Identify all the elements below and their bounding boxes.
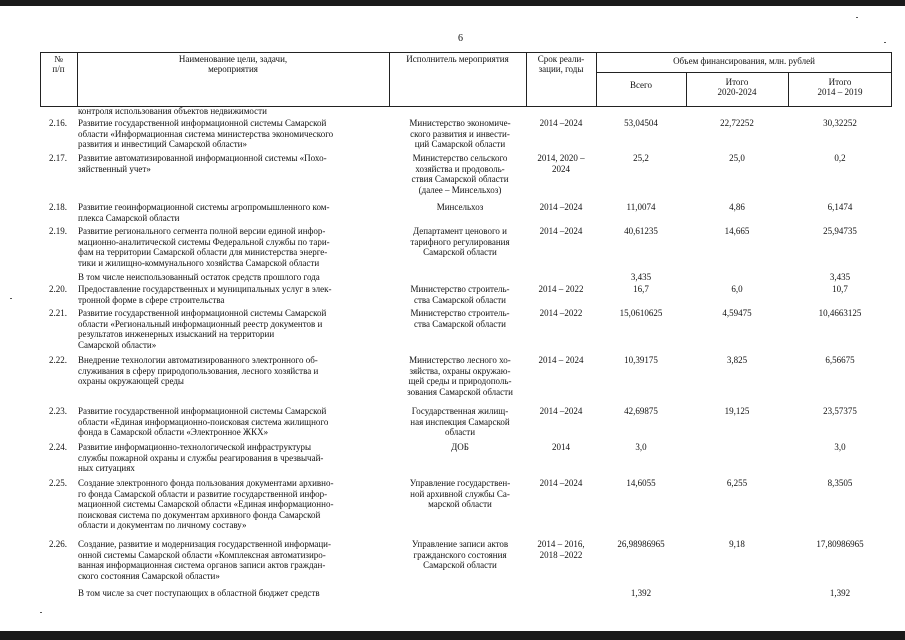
row-number: 2.25. <box>49 478 67 488</box>
row-text: Создание электронного фонда пользования документами архивно- го фонда Самарской области и развитие государственной инфор- мационной системы Самарской области «Единая информационно- поисковая система по документам архивного фонда Самарской области и документам по личному составу» <box>78 478 334 530</box>
header-2014-2019: Итого 2014 – 2019 <box>817 77 863 97</box>
row-period: 2014 –2024 <box>539 202 583 212</box>
row-2014-2019: 1,392 <box>829 588 851 598</box>
row-number: 2.18. <box>49 202 67 212</box>
row-2020-2024: 14,665 <box>724 226 750 236</box>
header-name: Наименование цели, задачи, мероприятия <box>178 54 288 74</box>
row-total: 11,0074 <box>626 202 656 212</box>
row-text: Развитие геоинформационной системы агропромышленного ком- плекса Самарской области <box>78 202 330 223</box>
header-num: № п/п <box>52 54 65 74</box>
row-2020-2024: 4,59475 <box>722 308 752 318</box>
row-executor: Государственная жилищ- ная инспекция Самарской области <box>410 406 510 437</box>
scan-top-border <box>0 0 905 6</box>
row-number: 2.16. <box>49 118 67 128</box>
row-executor: Департамент ценового и тарифного регулирования Самарской области <box>410 226 510 257</box>
row-2014-2019: 17,80986965 <box>816 539 864 549</box>
row-2014-2019: 6,56675 <box>825 355 855 365</box>
row-period: 2014 – 2016, 2018 –2022 <box>537 539 585 560</box>
page-number: 6 <box>458 33 463 44</box>
row-executor: Минсельхоз <box>436 202 484 212</box>
row-text: В том числе неиспользованный остаток средств прошлого года <box>78 272 320 282</box>
header-funding: Объем финансирования, млн. рублей <box>673 56 815 66</box>
row-text: Развитие государственной информационной системы Самарской области «Единая информационно-поисковая система жилищного фонда в Самарской области «Электронное ЖКХ» <box>78 406 329 437</box>
row-total: 15,0610625 <box>619 308 663 318</box>
row-text: Создание, развитие и модернизация государственной информаци- онной системы Самарской области «Комплексная автоматизиро- ванная информационная система органов записи актов граждан- ского состояния Самарской области» <box>78 539 331 581</box>
row-total: 53,04504 <box>624 118 658 128</box>
row-2014-2019: 10,4663125 <box>818 308 862 318</box>
row-number: 2.17. <box>49 153 67 163</box>
row-executor: ДОБ <box>451 442 469 452</box>
row-number: 2.19. <box>49 226 67 236</box>
row-total: 3,435 <box>630 272 652 282</box>
row-2014-2019: 30,32252 <box>823 118 857 128</box>
row-executor: Министерство сельского хозяйства и продоволь- ствия Самарской области (далее – Минсельхоз) <box>411 153 509 195</box>
row-2014-2019: 10,7 <box>832 284 848 294</box>
row-period: 2014 – 2022 <box>538 284 584 294</box>
row-2014-2019: 0,2 <box>834 153 846 163</box>
row-2020-2024: 25,0 <box>729 153 745 163</box>
row-2014-2019: 3,435 <box>829 272 851 282</box>
row-total: 25,2 <box>633 153 649 163</box>
row-period: 2014 –2022 <box>539 308 583 318</box>
row-period: 2014 –2024 <box>539 478 583 488</box>
row-total: 40,61235 <box>624 226 658 236</box>
row-total: 1,392 <box>630 588 652 598</box>
row-text: Развитие государственной информационной системы Самарской области «Информационная система министерства экономического развития и инвестиций Самарской области» <box>78 118 334 149</box>
row-2020-2024: 6,0 <box>731 284 743 294</box>
row-executor: Управление государствен- ной архивной службы Са- марской области <box>409 478 511 509</box>
row-2020-2024: 3,825 <box>726 355 748 365</box>
row-period: 2014 <box>552 442 570 452</box>
row-number: 2.22. <box>49 355 67 365</box>
row-2014-2019: 6,1474 <box>827 202 853 212</box>
row-number: 2.23. <box>49 406 67 416</box>
row-text: Внедрение технологии автоматизированного электронного об- служивания в сферу природопользования, лесного хозяйства и охраны окружающей среды <box>78 355 319 386</box>
row-period: 2014 – 2024 <box>538 355 584 365</box>
row-executor: Управление записи актов гражданского состояния Самарской области <box>411 539 509 570</box>
header-executor: Исполнитель мероприятия <box>406 54 509 64</box>
row-text: Развитие регионального сегмента полной версии единой инфор- мационно-аналитической системы Федеральной службы по тари- фам на территории Самарской области для министерства энерге- тики и жилищно-коммунального хозяйства Самарской области <box>78 226 330 268</box>
row-text: Развитие автоматизированной информационной системы «Похо- зяйственный учет» <box>78 153 327 174</box>
row-total: 3,0 <box>635 442 647 452</box>
scan-speck <box>856 17 858 18</box>
scan-speck <box>884 42 886 43</box>
row-2014-2019: 23,57375 <box>823 406 857 416</box>
row-period: 2014 –2024 <box>539 406 583 416</box>
row-total: 14,6055 <box>626 478 656 488</box>
row-2020-2024: 4,86 <box>729 202 745 212</box>
row-total: 42,69875 <box>624 406 658 416</box>
row-text: Развитие информационно-технологической инфраструктуры службы пожарной охраны и службы реагирования в чрезвычай- ных ситуациях <box>78 442 324 473</box>
row-2014-2019: 3,0 <box>834 442 846 452</box>
header-total: Всего <box>629 80 653 90</box>
row-2020-2024: 22,72252 <box>720 118 754 128</box>
scan-speck <box>40 612 42 613</box>
row-text: контроля использования объектов недвижимости <box>78 106 267 116</box>
scan-speck <box>10 298 12 299</box>
row-2014-2019: 8,3505 <box>827 478 853 488</box>
row-text: Развитие государственной информационной системы Самарской области «Региональный информационный реестр документов и результатов инженерных изысканий на территории Самарской области» <box>78 308 327 350</box>
row-period: 2014, 2020 – 2024 <box>537 153 585 174</box>
row-number: 2.26. <box>49 539 67 549</box>
row-2020-2024: 6,255 <box>726 478 748 488</box>
row-total: 10,39175 <box>624 355 658 365</box>
scan-bottom-border <box>0 631 905 640</box>
row-executor: Министерство строитель- ства Самарской области <box>410 284 510 305</box>
row-executor: Министерство лесного хо- зяйства, охраны окружаю- щей среды и природополь- зования Самарской области <box>407 355 513 397</box>
header-period: Срок реали- зации, годы <box>537 54 585 74</box>
row-number: 2.24. <box>49 442 67 452</box>
row-total: 26,98986965 <box>617 539 665 549</box>
header-2020-2024: Итого 2020-2024 <box>717 77 757 97</box>
row-text: Предоставление государственных и муниципальных услуг в элек- тронной форме в сфере строительства <box>78 284 332 305</box>
row-period: 2014 –2024 <box>539 118 583 128</box>
row-2020-2024: 19,125 <box>724 406 750 416</box>
row-executor: Министерство экономиче- ского развития и инвести- ций Самарской области <box>409 118 511 149</box>
row-executor: Министерство строитель- ства Самарской области <box>410 308 510 329</box>
row-number: 2.20. <box>49 284 67 294</box>
row-2014-2019: 25,94735 <box>823 226 857 236</box>
row-total: 16,7 <box>633 284 649 294</box>
row-period: 2014 –2024 <box>539 226 583 236</box>
row-number: 2.21. <box>49 308 67 318</box>
row-text: В том числе за счет поступающих в областной бюджет средств <box>78 588 320 598</box>
row-2020-2024: 9,18 <box>729 539 745 549</box>
